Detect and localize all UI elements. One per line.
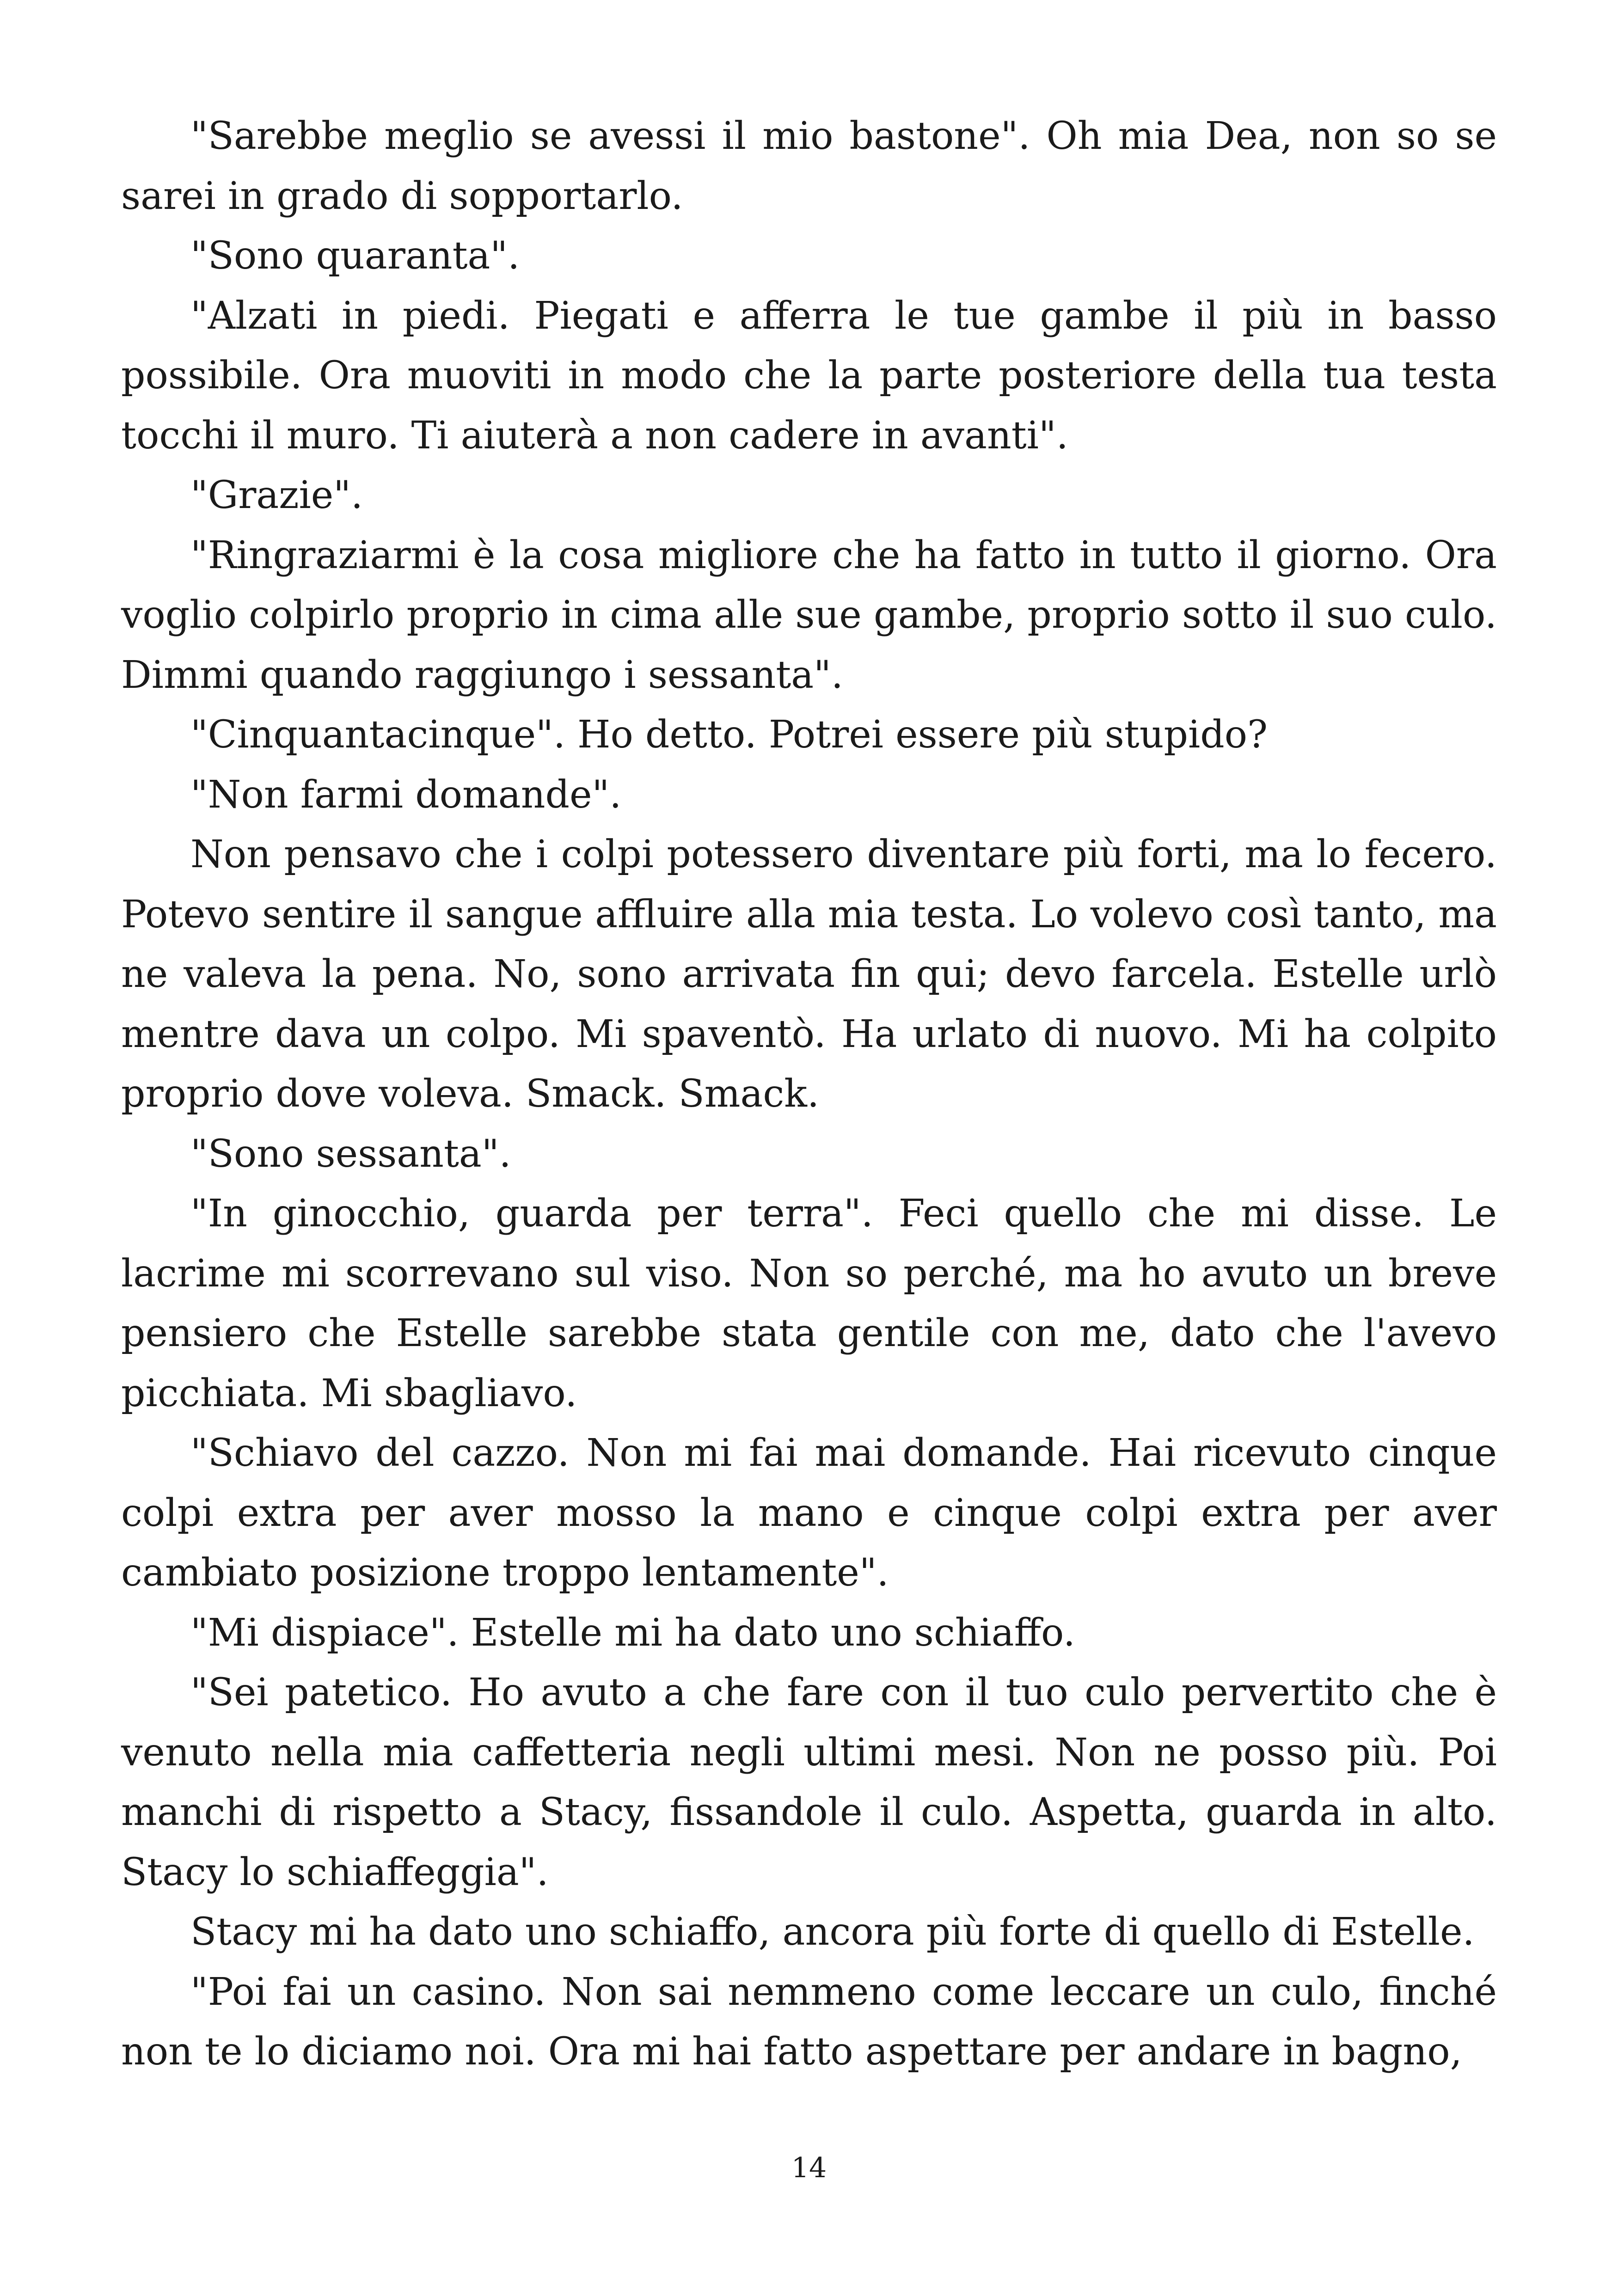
paragraph: Stacy mi ha dato uno schiaffo, ancora più forte di quello di Estelle. — [190, 1910, 1475, 1954]
paragraph: "Ringraziarmi è la cosa migliore che ha fatto in tutto il giorno. Ora voglio colpirlo proprio in cima alle sue gambe, proprio sotto il suo culo. Dimmi quando raggiungo i sessanta". — [121, 533, 1497, 697]
page-number: 14 — [791, 2152, 827, 2184]
paragraph: "Non farmi domande". — [190, 772, 622, 817]
paragraph: "Poi fai un casino. Non sai nemmeno come leccare un culo, finché non te lo diciamo noi. Ora mi hai fatto aspettare per andare in bagno, — [121, 1970, 1497, 2074]
page-body — [121, 106, 1497, 2082]
paragraph: "Sei patetico. Ho avuto a che fare con il tuo culo pervertito che è venuto nella mia caffetteria negli ultimi mesi. Non ne posso più. Poi manchi di rispetto a Stacy, fissandole il culo. Aspetta, guarda in alto. Stacy lo schiaffeggia". — [121, 1671, 1497, 1894]
paragraph: "Schiavo del cazzo. Non mi fai mai domande. Hai ricevuto cinque colpi extra per aver mosso la mano e cinque colpi extra per aver cambiato posizione troppo lentamente". — [121, 1431, 1497, 1595]
paragraph: "Alzati in piedi. Piegati e afferra le tue gambe il più in basso possibile. Ora muoviti in modo che la parte posteriore della tua testa tocchi il muro. Ti aiuterà a non cadere in avanti". — [121, 294, 1497, 458]
paragraph: "In ginocchio, guarda per terra". Feci quello che mi disse. Le lacrime mi scorrevano sul viso. Non so perché, ma ho avuto un breve pensiero che Estelle sarebbe stata gentile con me, dato che l'avevo picchiata. Mi sbagliavo. — [121, 1192, 1497, 1415]
paragraph: "Sono sessanta". — [190, 1132, 511, 1176]
paragraph: "Cinquantacinque". Ho detto. Potrei essere più stupido? — [190, 713, 1268, 757]
paragraph: "Sarebbe meglio se avessi il mio bastone". Oh mia Dea, non so se sarei in grado di sopportarlo. — [121, 114, 1497, 218]
paragraph: "Mi dispiace". Estelle mi ha dato uno schiaffo. — [190, 1610, 1075, 1655]
paragraph: Non pensavo che i colpi potessero diventare più forti, ma lo fecero. Potevo sentire il sangue affluire alla mia testa. Lo volevo così tanto, ma ne valeva la pena. No, sono arrivata fin qui; devo farcela. Estelle urlò mentre dava un colpo. Mi spaventò. Ha urlato di nuovo. Mi ha colpito proprio dove voleva. Smack. Smack. — [121, 833, 1497, 1116]
paragraph: "Grazie". — [190, 473, 363, 517]
paragraph: "Sono quaranta". — [190, 234, 520, 278]
